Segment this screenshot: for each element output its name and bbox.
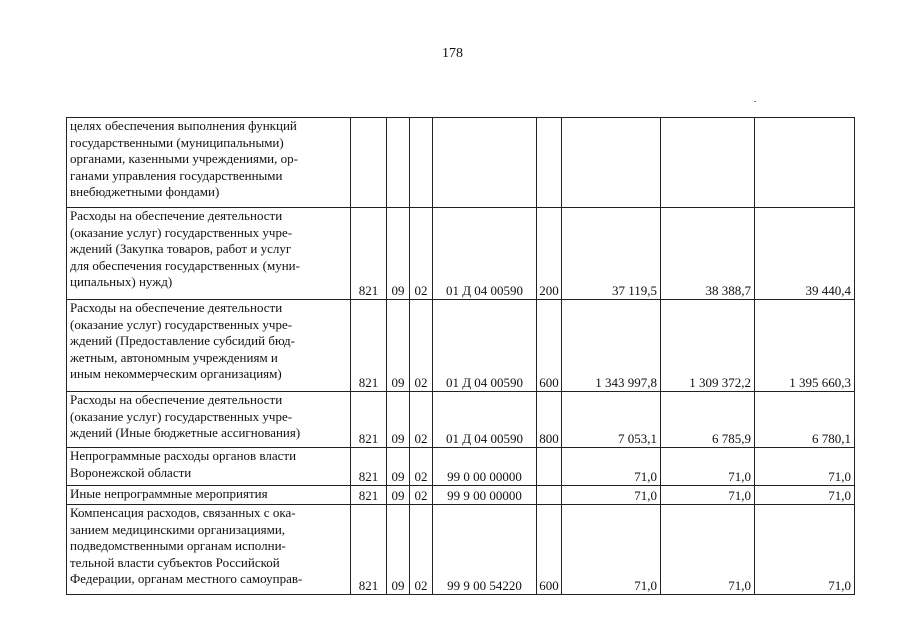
cell-grbs: 821 (351, 486, 387, 505)
table-row (67, 448, 855, 486)
cell-section: 09 (387, 208, 410, 300)
cell-expense-type (537, 448, 562, 486)
cell-section: 09 (387, 505, 410, 595)
cell-amount-year-2: 71,0 (661, 486, 755, 505)
cell-name: Расходы на обеспечение деятельности (оказание услуг) государственных учре- ждений (Закупка товаров, работ и услуг для обеспечения государственных (муни- ципальных) нужд) (67, 208, 351, 300)
table-row (67, 505, 855, 595)
table-row (67, 392, 855, 448)
cell-subsection: 02 (410, 505, 433, 595)
cell-expense-type: 600 (537, 505, 562, 595)
cell-section: 09 (387, 392, 410, 448)
cell-name: Компенсация расходов, связанных с ока- занием медицинскими организациями, подведомственными органам исполни- тельной власти субъектов Российской Федерации, органам местного самоуправ- (67, 505, 351, 595)
cell-amount-year-2: 1 309 372,2 (661, 300, 755, 392)
cell-amount-year-1: 71,0 (562, 505, 661, 595)
cell-expense-type: 800 (537, 392, 562, 448)
cell-amount-year-2 (661, 118, 755, 208)
cell-amount-year-2: 6 785,9 (661, 392, 755, 448)
cell-section (387, 118, 410, 208)
cell-amount-year-2: 71,0 (661, 505, 755, 595)
cell-expense-type: 200 (537, 208, 562, 300)
cell-grbs: 821 (351, 208, 387, 300)
cell-name: Расходы на обеспечение деятельности (оказание услуг) государственных учре- ждений (Иные бюджетные ассигнования) (67, 392, 351, 448)
cell-expense-type (537, 486, 562, 505)
budget-table (66, 117, 855, 595)
cell-amount-year-3: 39 440,4 (755, 208, 855, 300)
cell-subsection: 02 (410, 448, 433, 486)
cell-target-article: 99 9 00 00000 (433, 486, 537, 505)
cell-subsection: 02 (410, 392, 433, 448)
cell-expense-type: 600 (537, 300, 562, 392)
table-row (67, 208, 855, 300)
cell-target-article: 01 Д 04 00590 (433, 208, 537, 300)
cell-section: 09 (387, 448, 410, 486)
table-row (67, 486, 855, 505)
cell-grbs: 821 (351, 505, 387, 595)
cell-grbs: 821 (351, 300, 387, 392)
cell-subsection: 02 (410, 486, 433, 505)
cell-grbs: 821 (351, 392, 387, 448)
cell-amount-year-1: 1 343 997,8 (562, 300, 661, 392)
cell-amount-year-2: 38 388,7 (661, 208, 755, 300)
cell-amount-year-3: 71,0 (755, 505, 855, 595)
cell-amount-year-3: 71,0 (755, 448, 855, 486)
cell-amount-year-3: 6 780,1 (755, 392, 855, 448)
cell-name: Непрограммные расходы органов власти Воронежской области (67, 448, 351, 486)
cell-amount-year-1: 71,0 (562, 486, 661, 505)
cell-target-article: 99 9 00 54220 (433, 505, 537, 595)
cell-amount-year-1: 7 053,1 (562, 392, 661, 448)
page-number: 178 (442, 46, 463, 61)
cell-amount-year-2: 71,0 (661, 448, 755, 486)
cell-amount-year-3 (755, 118, 855, 208)
cell-target-article: 99 0 00 00000 (433, 448, 537, 486)
cell-expense-type (537, 118, 562, 208)
cell-amount-year-3: 71,0 (755, 486, 855, 505)
scan-speck (754, 101, 756, 102)
table-row (67, 118, 855, 208)
cell-amount-year-1: 71,0 (562, 448, 661, 486)
cell-name: целях обеспечения выполнения функций государственными (муниципальными) органами, казенными учреждениями, ор- ганами управления государственными внебюджетными фондами) (67, 118, 351, 208)
cell-target-article (433, 118, 537, 208)
cell-section: 09 (387, 300, 410, 392)
table-row (67, 300, 855, 392)
cell-amount-year-3: 1 395 660,3 (755, 300, 855, 392)
cell-grbs: 821 (351, 448, 387, 486)
cell-amount-year-1 (562, 118, 661, 208)
cell-name: Расходы на обеспечение деятельности (оказание услуг) государственных учре- ждений (Предоставление субсидий бюд- жетным, автономным учреждениям и иным некоммерческим организациям) (67, 300, 351, 392)
cell-section: 09 (387, 486, 410, 505)
cell-amount-year-1: 37 119,5 (562, 208, 661, 300)
cell-target-article: 01 Д 04 00590 (433, 392, 537, 448)
cell-name: Иные непрограммные мероприятия (67, 486, 351, 505)
cell-subsection (410, 118, 433, 208)
cell-subsection: 02 (410, 300, 433, 392)
cell-grbs (351, 118, 387, 208)
cell-subsection: 02 (410, 208, 433, 300)
cell-target-article: 01 Д 04 00590 (433, 300, 537, 392)
